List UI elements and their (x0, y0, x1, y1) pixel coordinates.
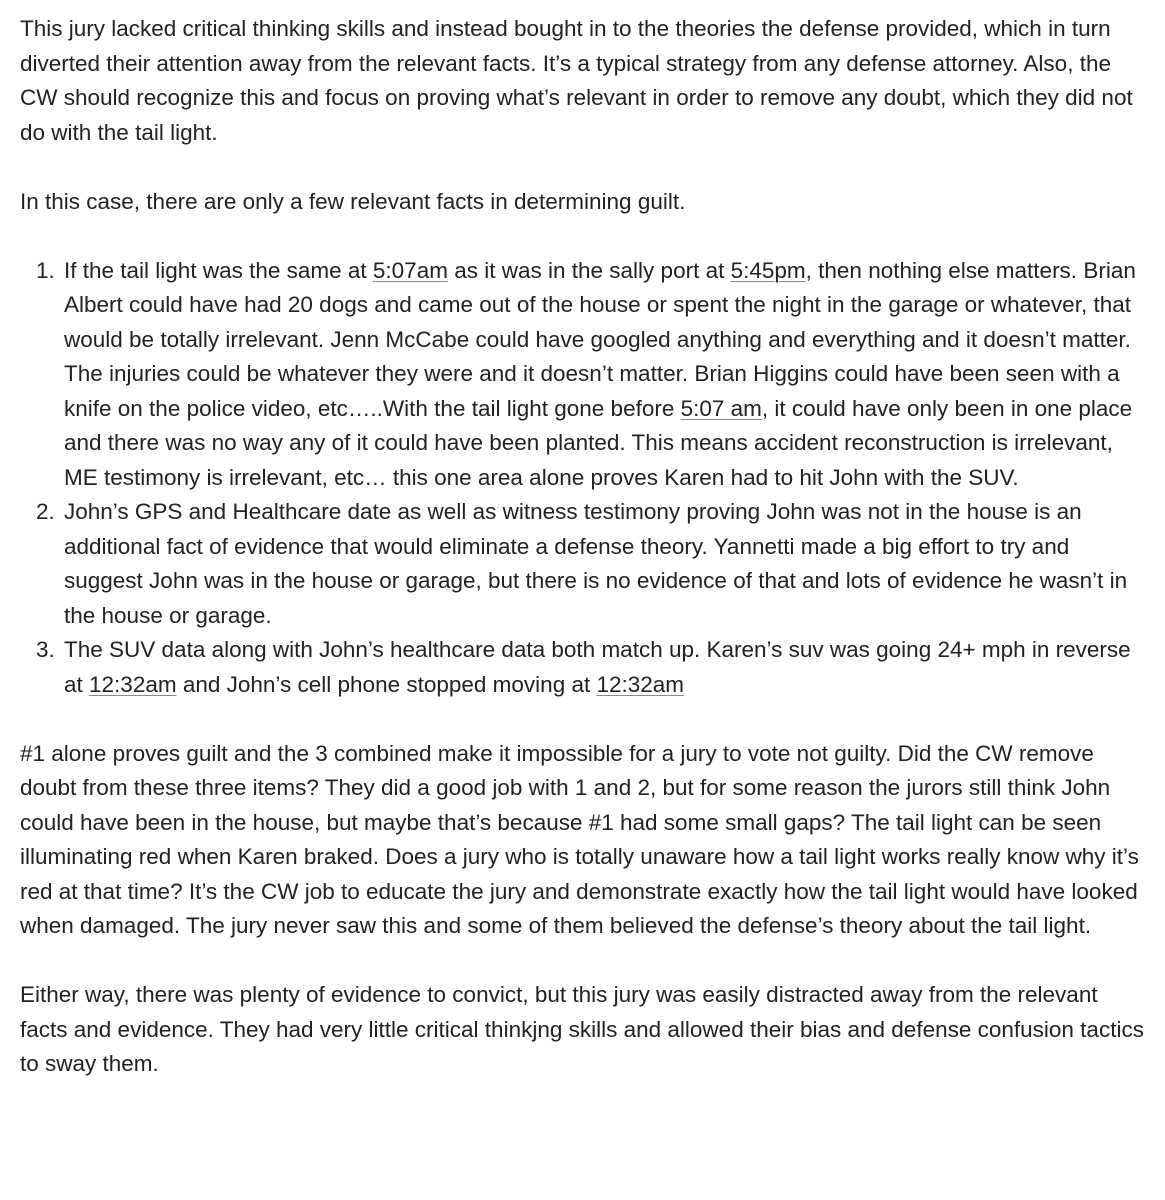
list-number: 2. (36, 499, 55, 524)
fact-text: If the tail light was the same at (64, 257, 373, 283)
conclusion-paragraph: Either way, there was plenty of evidence to convict, but this jury was easily distracted away from the relevant facts and evidence. They had very little critical thinkjng skills and allowed their bias and defense confusion tactics to sway them. (20, 982, 1144, 1076)
timestamp-link[interactable]: 12:32am (596, 671, 685, 697)
fact-item-3 (36, 633, 1150, 702)
fact-text: , it could have only been in one place and there was no way any of it could have been planted. This means accident reconstruction is irrelevant, ME testimony is irrelevant, etc… this one area alone proves Karen had to hit John with the SUV. (64, 395, 1133, 490)
fact-text: and John’s cell phone stopped moving at (176, 671, 597, 697)
timestamp-link[interactable]: 5:07 am (680, 395, 762, 421)
timestamp-link[interactable]: 12:32am (89, 671, 177, 697)
facts-list (20, 254, 1150, 703)
timestamp-link[interactable]: 5:07am (372, 257, 448, 283)
fact-text: , then nothing else matters. Brian Albert could have had 20 dogs and came out of the house or spent the night in the garage or whatever, that would be totally irrelevant. Jenn McCabe could have googled anything and everything and it doesn’t matter. The injuries could be whatever they were and it doesn’t matter. Brian Higgins could have been seen with a knife on the police video, etc…..With the tail light gone before (64, 257, 1136, 421)
paragraph-gap (20, 150, 1150, 185)
intro-paragraph: This jury lacked critical thinking skills and instead bought in to the theories the defense provided, which in turn diverted their attention away from the relevant facts. It’s a typical strategy from any defense attorney. Also, the CW should recognize this and focus on proving what’s relevant in order to remove any doubt, which they did not do with the tail light. (20, 16, 1133, 145)
fact-text: as it was in the sally port at (447, 257, 731, 283)
document-body (20, 12, 1150, 1082)
fact-text: The SUV data along with John’s healthcare data both match up. Karen’s suv was going 24+ mph in reverse at (64, 637, 1131, 697)
fact-item-1 (36, 254, 1150, 496)
fact-text: John’s GPS and Healthcare date as well as witness testimony proving John was not in the house is an additional fact of evidence that would eliminate a defense theory. Yannetti made a big effort to try and suggest John was in the house or garage, but there is no evidence of that and lots of evidence he wasn’t in the house or garage. (64, 499, 1128, 628)
paragraph-gap (20, 702, 1150, 737)
list-number: 3. (36, 637, 55, 662)
paragraph-gap (20, 219, 1150, 254)
analysis-paragraph: #1 alone proves guilt and the 3 combined make it impossible for a jury to vote not guilty. Did the CW remove doubt from these three items? They did a good job with 1 and 2, but for some reason the jurors still think John could have been in the house, but maybe that’s because #1 had some small gaps? The tail light can be seen illuminating red when Karen braked. Does a jury who is totally unaware how a tail light works really know why it’s red at that time? It’s the CW job to educate the jury and demonstrate exactly how the tail light would have looked when damaged. The jury never saw this and some of them believed the defense’s theory about the tail light. (20, 740, 1139, 938)
fact-item-2 (36, 495, 1150, 633)
list-number: 1. (36, 257, 55, 283)
paragraph-gap (20, 944, 1150, 979)
lead-in-paragraph: In this case, there are only a few relevant facts in determining guilt. (20, 188, 686, 214)
timestamp-link[interactable]: 5:45pm (730, 257, 806, 283)
